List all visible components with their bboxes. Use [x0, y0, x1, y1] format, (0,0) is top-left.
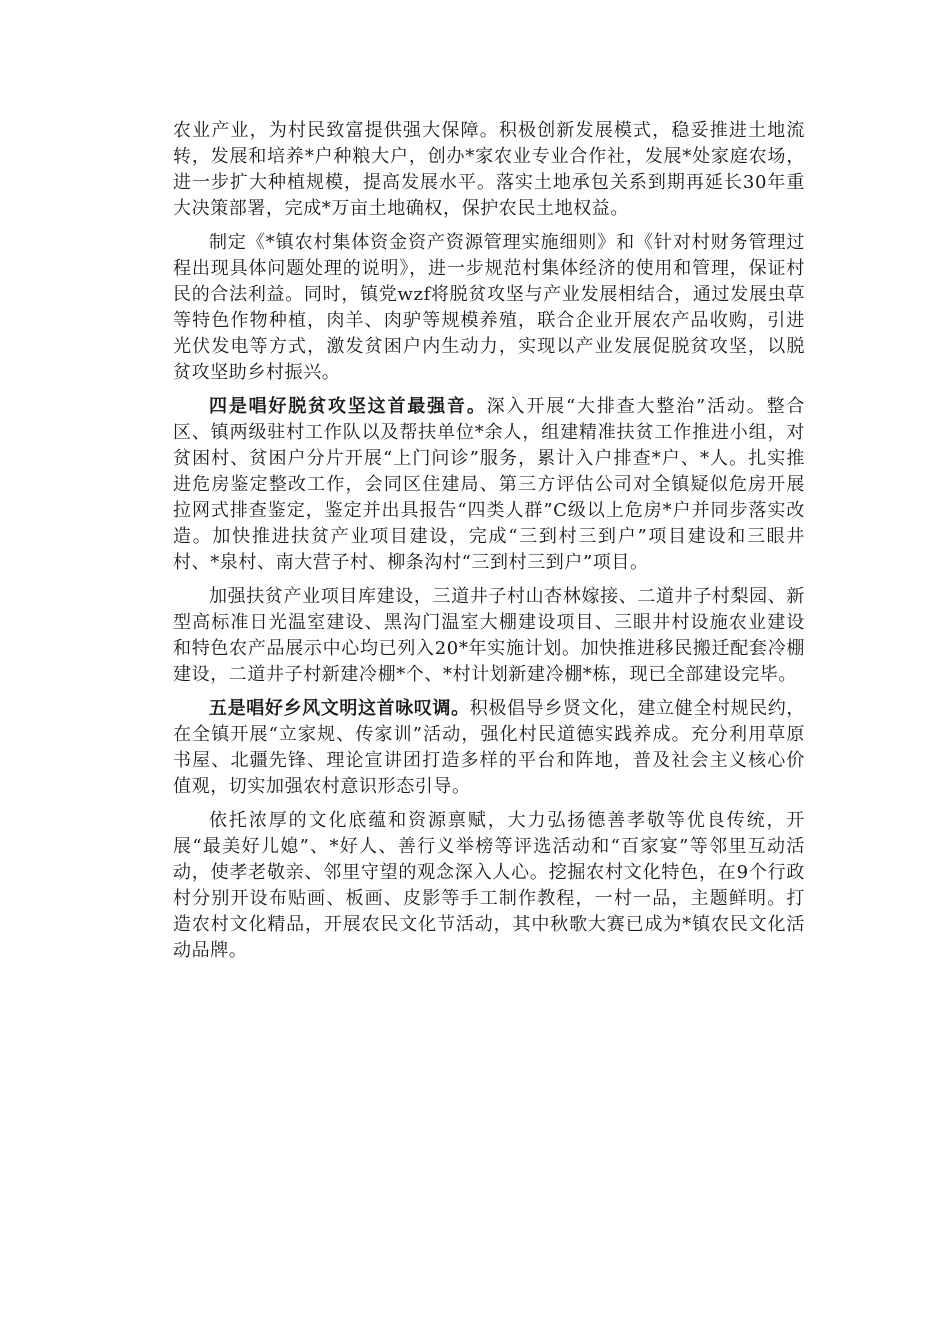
paragraph-6-text: 依托浓厚的文化底蕴和资源禀赋，大力弘扬德善孝敬等优良传统，开展“最美好儿媳”、*好人、善行义举榜等评选活动和“百家宴”等邻里互动活动，使孝老敬亲、邻里守望的观念深入人心。挖掘农村文化特色，在9个行政村分别开设布贴画、板画、皮影等手工制作教程，一村一品，主题鲜明。打造农村文化精品，开展农民文化节活动，其中秋歌大赛已成为*镇农民文化活动品牌。: [173, 810, 805, 961]
paragraph-6: [173, 808, 805, 964]
paragraph-4: [173, 584, 805, 688]
section-heading-5: 五是唱好乡风文明这首咏叹调。: [209, 698, 470, 719]
paragraph-1-text: 农业产业，为村民致富提供强大保障。积极创新发展模式，稳妥推进土地流转，发展和培养*户种粮大户，创办*家农业专业合作社，发展*处家庭农场，进一步扩大种植规模，提高发展水平。落实土地承包关系到期再延长30年重大决策部署，完成*万亩土地确权，保护农民土地权益。: [173, 120, 805, 219]
paragraph-1: [173, 118, 805, 222]
document-body: [173, 118, 805, 972]
paragraph-4-text: 加强扶贫产业项目库建设，三道井子村山杏林嫁接、二道井子村梨园、新型高标准日光温室建设、黑沟门温室大棚建设项目、三眼井村设施农业建设和特色农产品展示中心均已列入20*年实施计划。加快推进移民搬迁配套冷棚建设，二道井子村新建冷棚*个、*村计划新建冷棚*栋，现已全部建设完毕。: [173, 586, 805, 685]
paragraph-5-text: 积极倡导乡贤文化，建立健全村规民约，在全镇开展“立家规、传家训”活动，强化村民道德实践养成。充分利用草原书屋、北疆先锋、理论宣讲团打造多样的平台和阵地，普及社会主义核心价值观，切实加强农村意识形态引导。: [173, 698, 805, 797]
paragraph-2: [173, 230, 805, 386]
paragraph-5: [173, 696, 805, 800]
section-heading-4: 四是唱好脱贫攻坚这首最强音。: [209, 396, 487, 417]
paragraph-3: [173, 394, 805, 576]
paragraph-2-text: 制定《*镇农村集体资金资产资源管理实施细则》和《针对村财务管理过程出现具体问题处理的说明》，进一步规范村集体经济的使用和管理，保证村民的合法利益。同时，镇党wzf将脱贫攻坚与产业发展相结合，通过发展虫草等特色作物种植，肉羊、肉驴等规模养殖，联合企业开展农产品收购，引进光伏发电等方式，激发贫困户内生动力，实现以产业发展促脱贫攻坚，以脱贫攻坚助乡村振兴。: [173, 232, 805, 383]
paragraph-3-text: 深入开展“大排查大整治”活动。整合区、镇两级驻村工作队以及帮扶单位*余人，组建精准扶贫工作推进小组，对贫困村、贫困户分片开展“上门问诊”服务，累计入户排查*户、*人。扎实推进危房鉴定整改工作，会同区住建局、第三方评估公司对全镇疑似危房开展拉网式排查鉴定，鉴定并出具报告“四类人群”C级以上危房*户并同步落实改造。加快推进扶贫产业项目建设，完成“三到村三到户”项目建设和三眼井村、*泉村、南大营子村、柳条沟村“三到村三到户”项目。: [173, 396, 805, 573]
